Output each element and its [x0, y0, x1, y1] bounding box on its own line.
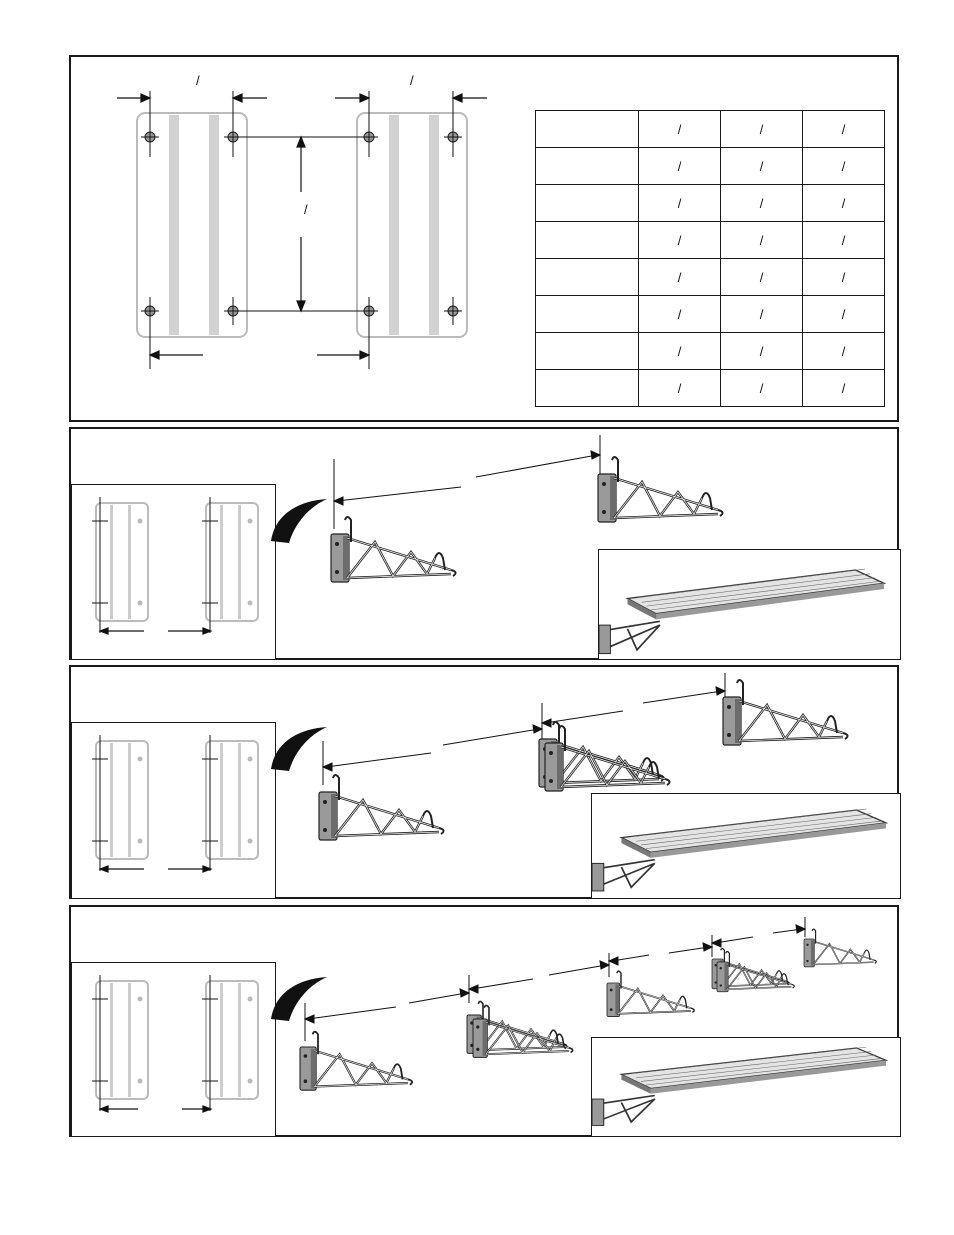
- dimension-mark-right: /: [410, 73, 414, 88]
- table-cell: /: [721, 333, 803, 370]
- table-cell: [536, 185, 639, 222]
- table-cell: /: [803, 111, 885, 148]
- five-bracket-panel: [69, 905, 899, 1137]
- table-cell: [536, 111, 639, 148]
- dimension-mark-vertical: /: [304, 202, 308, 217]
- table-cell: /: [721, 111, 803, 148]
- table-cell: /: [639, 296, 721, 333]
- table-cell: /: [803, 259, 885, 296]
- table-cell: /: [803, 148, 885, 185]
- dimension-mark-left: /: [196, 73, 200, 88]
- table-cell: [536, 148, 639, 185]
- bracket-spacing-diagram: [71, 667, 901, 901]
- table-row: [536, 222, 885, 259]
- table-row: [536, 296, 885, 333]
- table-cell: /: [803, 333, 885, 370]
- three-bracket-panel: [69, 665, 899, 899]
- table-cell: [536, 333, 639, 370]
- table-cell: /: [803, 222, 885, 259]
- table-cell: /: [639, 148, 721, 185]
- table-cell: /: [639, 111, 721, 148]
- table-cell: [536, 370, 639, 407]
- table-cell: /: [721, 148, 803, 185]
- table-row: [536, 185, 885, 222]
- table-cell: /: [639, 370, 721, 407]
- table-cell: /: [721, 259, 803, 296]
- two-bracket-panel: [69, 427, 899, 660]
- table-cell: /: [803, 185, 885, 222]
- dimension-table: [535, 110, 885, 407]
- bracket-spacing-diagram: [71, 907, 901, 1139]
- table-row: [536, 333, 885, 370]
- table-cell: /: [803, 370, 885, 407]
- table-row: [536, 259, 885, 296]
- table-cell: /: [639, 259, 721, 296]
- bracket-spacing-diagram: [71, 429, 901, 662]
- table-cell: /: [721, 296, 803, 333]
- table-cell: /: [721, 185, 803, 222]
- table-cell: [536, 296, 639, 333]
- table-row: [536, 111, 885, 148]
- table-cell: /: [639, 185, 721, 222]
- table-cell: [536, 222, 639, 259]
- mounting-dimensions-panel: [69, 55, 899, 422]
- table-cell: /: [721, 370, 803, 407]
- table-cell: /: [639, 222, 721, 259]
- table-cell: /: [639, 333, 721, 370]
- table-row: [536, 370, 885, 407]
- table-row: [536, 148, 885, 185]
- table-cell: /: [803, 296, 885, 333]
- table-cell: [536, 259, 639, 296]
- table-cell: /: [721, 222, 803, 259]
